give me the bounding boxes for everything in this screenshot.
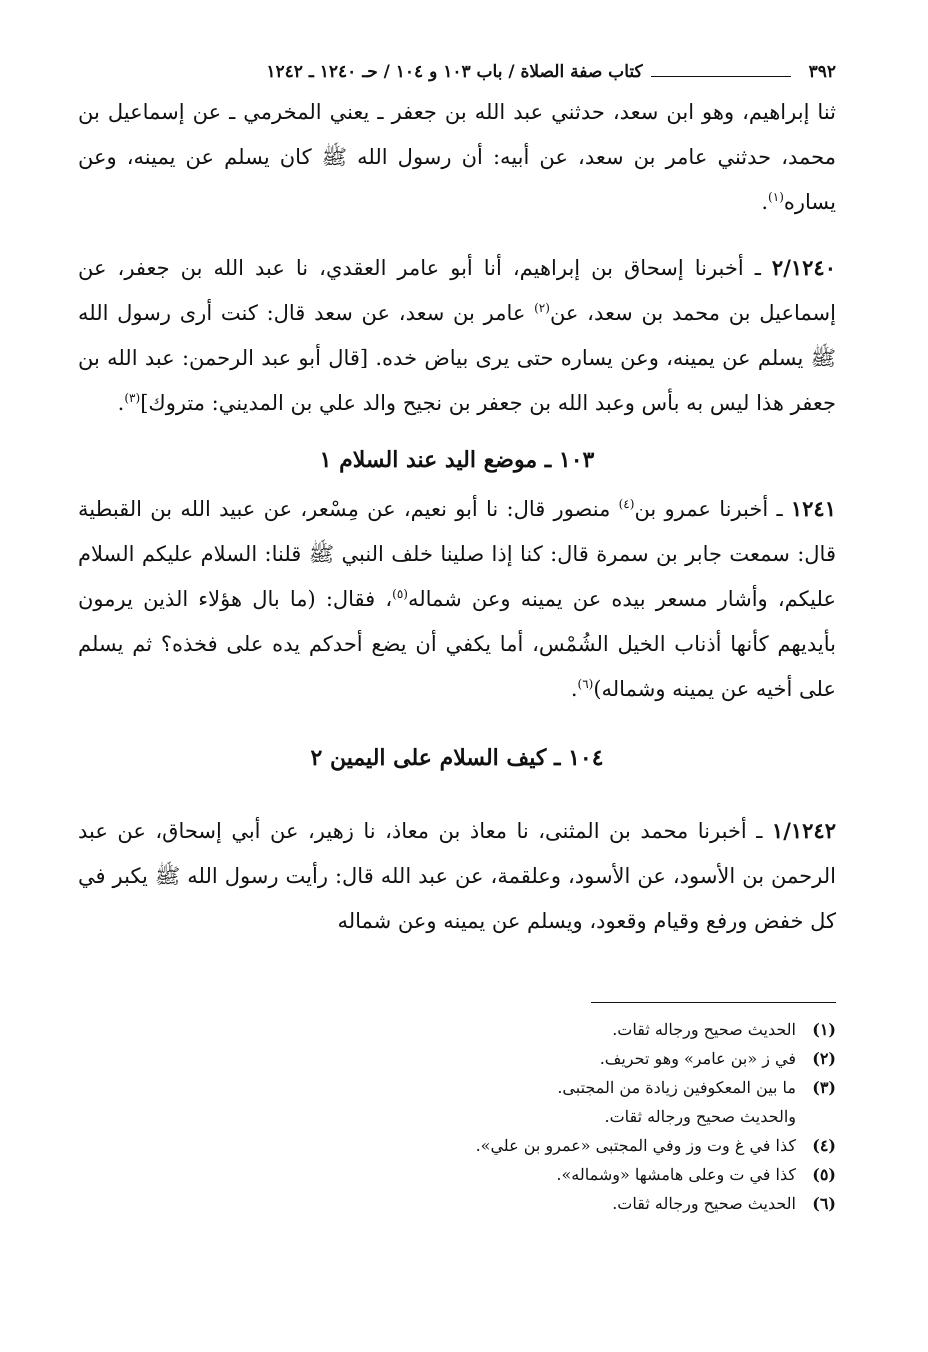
header-rule xyxy=(651,75,791,77)
footnote-ref-1: (١) xyxy=(768,190,784,204)
footnote-text: الحديث صحيح ورجاله ثقات. xyxy=(612,1020,796,1039)
hadith-end: . xyxy=(117,391,125,415)
footnote-number: (٤) xyxy=(812,1136,836,1155)
running-header xyxy=(78,62,836,82)
footnote-number: (٦) xyxy=(812,1194,836,1213)
hadith-number: ١٢٤١ xyxy=(790,496,836,521)
footnote-text: كذا في غ وت وز وفي المجتبى «عمرو بن علي». xyxy=(475,1136,796,1155)
section-heading-103: ١٠٣ ـ موضع اليد عند السلام ١ xyxy=(319,447,595,473)
footnote-number: (٣) xyxy=(812,1078,836,1097)
footnote-ref-4: (٤) xyxy=(618,497,635,511)
header-title-group xyxy=(78,62,836,82)
hadith-text: ـ أخبرنا إسحاق بن إبراهيم، أنا أبو عامر العقدي، نا عبد الله بن جعفر، عن إسماعيل بن محمد بن سعد، عن xyxy=(78,256,836,325)
paragraph-text: ثنا إبراهيم، وهو ابن سعد، حدثني عبد الله بن جعفر ـ يعني المخرمي ـ عن إسماعيل بن محمد، حدثني عامر بن سعد، عن أبيه: أن رسول الله ﷺ كان يسلم عن يمينه، وعن يساره xyxy=(78,100,836,214)
footnote-item xyxy=(78,1160,836,1189)
footnote-text: في ز «بن عامر» وهو تحريف. xyxy=(599,1049,796,1068)
hadith-1242 xyxy=(78,808,836,944)
footnote-text: والحديث صحيح ورجاله ثقات. xyxy=(604,1107,796,1126)
hadith-text: ـ أخبرنا محمد بن المثنى، نا معاذ بن معاذ، نا زهير، عن أبي إسحاق، عن عبد الرحمن بن الأسود، عن الأسود، وعلقمة، عن عبد الله قال: رأيت رسول الله ﷺ يكبر في كل خفض ورفع وقيام وقعود، ويسلم عن يمينه وعن شماله xyxy=(78,819,836,933)
hadith-text: ، فقال: (ما بال هؤلاء الذين يرمون بأيديهم كأنها أذناب الخيل الشُمْس، أما يكفي أن يضع أحدكم يده على فخذه؟ ثم يسلم على أخيه عن يمينه وشماله) xyxy=(78,587,836,701)
hadith-number: ١/١٢٤٢ xyxy=(771,818,836,843)
hadith-text: ـ أخبرنا عمرو بن xyxy=(634,497,783,521)
footnote-item xyxy=(78,1189,836,1218)
footnotes-list xyxy=(78,1015,836,1218)
footnote-item xyxy=(78,1073,836,1102)
page-number: ٣٩٢ xyxy=(808,62,836,82)
footnote-text: الحديث صحيح ورجاله ثقات. xyxy=(612,1194,796,1213)
footnote-divider xyxy=(591,1002,836,1003)
footnote-ref-5: (٥) xyxy=(392,587,408,601)
footnote-ref-6: (٦) xyxy=(577,677,594,691)
footnote-text: ما بين المعكوفين زيادة من المجتبى. xyxy=(557,1078,796,1097)
hadith-text: عامر بن سعد، عن سعد قال: كنت أرى رسول الله ﷺ يسلم عن يمينه، وعن يساره حتى يرى بياض خده. [قال أبو عبد الرحمن: عبد الله بن جعفر هذا ليس به بأس وعبد الله بن جعفر بن نجيح والد علي بن المديني: متروك] xyxy=(78,301,836,415)
paragraph-continuation xyxy=(78,90,836,225)
section-heading-104: ١٠٤ ـ كيف السلام على اليمين ٢ xyxy=(310,745,604,771)
footnote-ref-2: (٢) xyxy=(534,301,550,315)
hadith-1241 xyxy=(78,486,836,712)
hadith-number: ٢/١٢٤٠ xyxy=(771,255,836,280)
running-title: كتاب صفة الصلاة / باب ١٠٣ و ١٠٤ / حـ ١٢٤٠ ـ ١٢٤٢ xyxy=(266,62,643,82)
footnote-continuation xyxy=(78,1102,836,1131)
paragraph-end: . xyxy=(761,190,769,214)
footnote-ref-3: (٣) xyxy=(124,391,141,405)
hadith-end: . xyxy=(570,677,578,701)
footnote-number: (٥) xyxy=(812,1165,836,1184)
footnote-text: كذا في ت وعلى هامشها «وشماله». xyxy=(556,1165,796,1184)
footnote-number: (٢) xyxy=(812,1049,836,1068)
hadith-1240 xyxy=(78,245,836,426)
footnote-item xyxy=(78,1015,836,1044)
footnote-item xyxy=(78,1044,836,1073)
hadith-text: منصور قال: نا أبو نعيم، عن مِسْعر، عن عبيد الله بن القبطية قال: سمعت جابر بن سمرة قال: كنا إذا صلينا خلف النبي ﷺ قلنا: السلام عليكم السلام عليكم، وأشار مسعر بيده عن يمينه وعن شماله xyxy=(78,497,836,611)
footnote-number: (١) xyxy=(812,1020,836,1039)
footnote-item xyxy=(78,1131,836,1160)
